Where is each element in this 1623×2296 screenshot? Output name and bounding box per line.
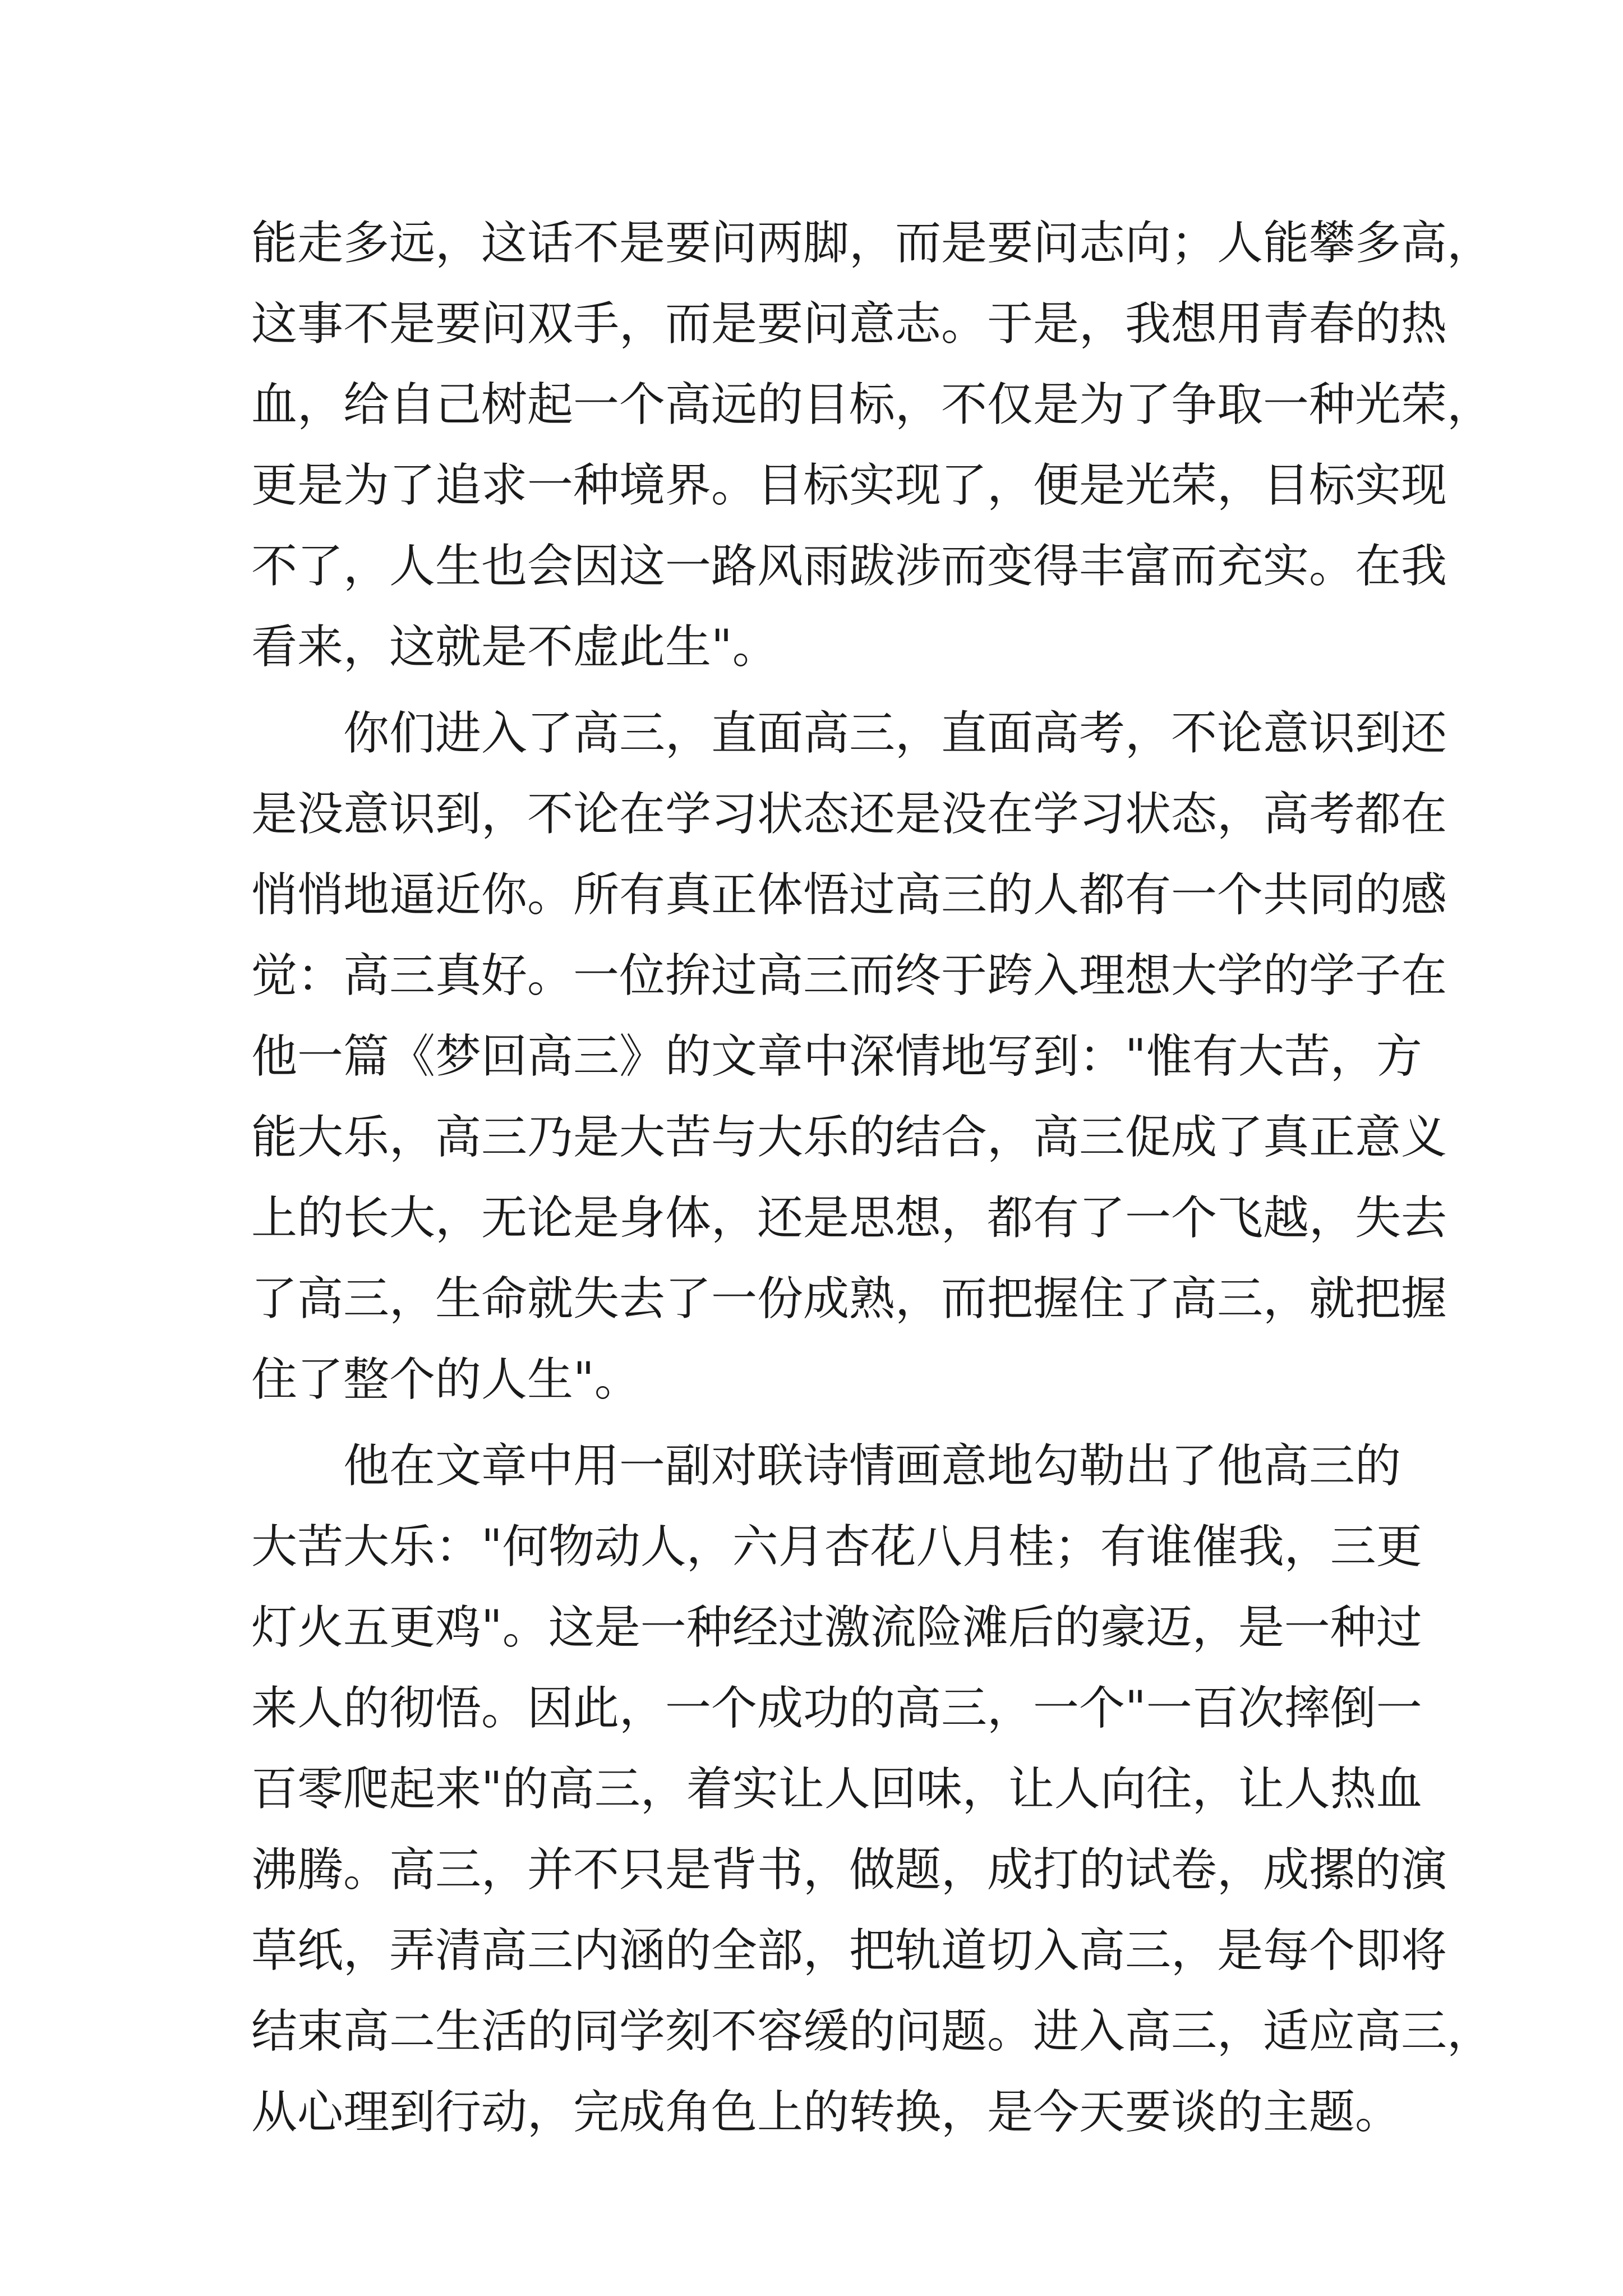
text-line: 觉：高三真好。一位拚过高三而终于跨入理想大学的学子在: [251, 949, 1447, 1002]
text-line: 结束高二生活的同学刻不容缓的问题。进入高三，适应高三，: [251, 2005, 1493, 2058]
text-line: 这事不是要问双手，而是要问意志。于是，我想用青春的热: [251, 297, 1447, 351]
text-line: 草纸，弄清高三内涵的全部，把轨道切入高三，是每个即将: [251, 1924, 1447, 1977]
body-text: [251, 203, 1493, 2153]
text-line: 大苦大乐："何物动人，六月杏花八月桂；有谁催我，三更: [251, 1520, 1422, 1573]
text-line: 沸腾。高三，并不只是背书，做题，成打的试卷，成摞的演: [251, 1843, 1447, 1897]
text-line: 百零爬起来"的高三，着实让人回味，让人向往，让人热血: [251, 1763, 1422, 1816]
text-line: 上的长大，无论是身体，还是思想，都有了一个飞越，失去: [251, 1191, 1447, 1245]
text-line: 了高三，生命就失去了一份成熟，而把握住了高三，就把握: [251, 1272, 1447, 1326]
paragraph-gap: [251, 1420, 1390, 1426]
text-line: 从心理到行动，完成角色上的转换，是今天要谈的主题。: [251, 2086, 1401, 2139]
text-line: 血，给自己树起一个高远的目标，不仅是为了争取一种光荣，: [251, 378, 1493, 431]
text-line: 是没意识到，不论在学习状态还是没在学习状态，高考都在: [251, 788, 1447, 841]
text-line: 不了，人生也会因这一路风雨跋涉而变得丰富而充实。在我: [251, 540, 1447, 593]
text-line: 能大乐，高三乃是大苦与大乐的结合，高三促成了真正意义: [251, 1111, 1447, 1164]
paragraph-gap: [251, 688, 1390, 693]
text-line: 更是为了追求一种境界。目标实现了，便是光荣，目标实现: [251, 459, 1447, 512]
text-line: 能走多远，这话不是要问两脚，而是要问志向；人能攀多高，: [251, 217, 1493, 270]
text-line: 他在文章中用一副对联诗情画意地勾勒出了他高三的: [343, 1439, 1401, 1493]
paragraph: [251, 693, 1447, 1420]
paragraph: [251, 203, 1493, 688]
text-line: 你们进入了高三，直面高三，直面高考，不论意识到还: [343, 707, 1447, 760]
text-line: 悄悄地逼近你。所有真正体悟过高三的人都有一个共同的感: [251, 868, 1447, 922]
text-line: 他一篇《梦回高三》的文章中深情地写到："惟有大苦，方: [251, 1030, 1422, 1083]
text-line: 住了整个的人生"。: [251, 1353, 640, 1406]
text-line: 来人的彻悟。因此，一个成功的高三，一个"一百次摔倒一: [251, 1682, 1422, 1735]
text-line: 看来，这就是不虚此生"。: [251, 620, 778, 674]
text-line: 灯火五更鸡"。这是一种经过激流险滩后的豪迈，是一种过: [251, 1601, 1422, 1654]
paragraph: [251, 1426, 1493, 2153]
